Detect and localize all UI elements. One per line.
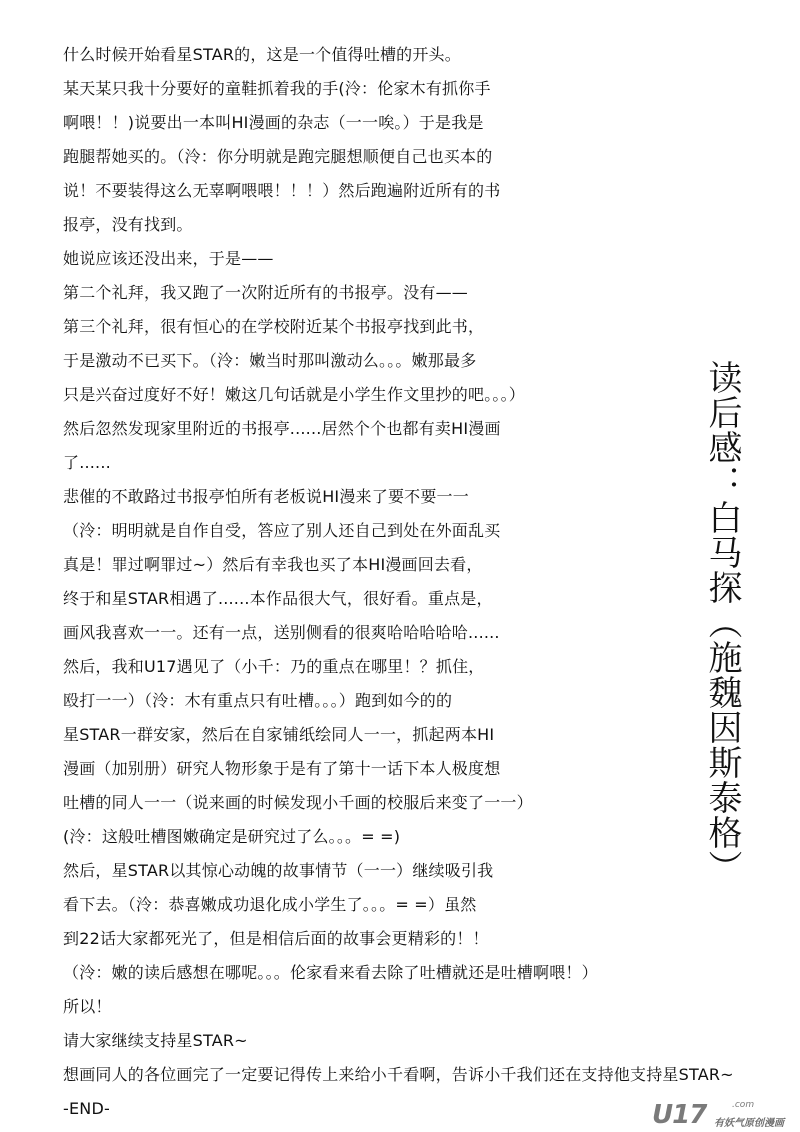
text-line: 某天某只我十分要好的童鞋抓着我的手(泠：伦家木有抓你手 xyxy=(63,79,491,98)
text-line: (泠：这般吐槽图嫩确定是研究过了么。。。= =) xyxy=(63,827,401,846)
text-line: （泠：明明就是自作自受，答应了别人还自己到处在外面乱买 xyxy=(63,521,501,540)
watermark-domain: .com xyxy=(732,1100,755,1110)
body-text xyxy=(63,38,763,1126)
text-line: 悲催的不敢路过书报亭怕所有老板说HI漫来了要不要一一 xyxy=(63,487,469,506)
text-line: 殴打一一）（泠：木有重点只有吐槽。。。）跑到如今的的 xyxy=(63,691,453,710)
text-line: 跑腿帮她买的。（泠：你分明就是跑完腿想顺便自己也买本的 xyxy=(63,147,493,166)
text-line: 第三个礼拜，很有恒心的在学校附近某个书报亭找到此书， xyxy=(63,317,485,336)
text-line: 了...... xyxy=(63,453,111,472)
text-line: 漫画（加别册）研究人物形象于是有了第十一话下本人极度想 xyxy=(63,759,501,778)
text-line: 想画同人的各位画完了一定要记得传上来给小千看啊，告诉小千我们还在支持他支持星STAR~ xyxy=(63,1065,734,1084)
text-line: 然后，星STAR以其惊心动魄的故事情节（一一）继续吸引我 xyxy=(63,861,494,880)
text-line: 请大家继续支持星STAR~ xyxy=(63,1031,248,1050)
text-line: 她说应该还没出来，于是—— xyxy=(63,249,274,268)
text-line: 吐槽的同人一一（说来画的时候发现小千画的校服后来变了一一） xyxy=(63,793,533,812)
text-line: 到22话大家都死光了，但是相信后面的故事会更精彩的！！ xyxy=(63,929,489,948)
text-line: 报亭，没有找到。 xyxy=(63,215,193,234)
text-line: 然后忽然发现家里附近的书报亭......居然个个也都有卖HI漫画 xyxy=(63,419,501,438)
text-line: （泠：嫩的读后感想在哪呢。。。伦家看来看去除了吐槽就还是吐槽啊喂！） xyxy=(63,963,598,982)
end-mark: -END- xyxy=(63,1099,110,1118)
text-line: 什么时候开始看星STAR的，这是一个值得吐槽的开头。 xyxy=(63,45,461,64)
text-line: 真是！罪过啊罪过~）然后有幸我也买了本HI漫画回去看， xyxy=(63,555,483,574)
text-line: 星STAR一群安家，然后在自家铺纸绘同人一一，抓起两本HI xyxy=(63,725,495,744)
text-line: 看下去。（泠：恭喜嫩成功退化成小学生了。。。= =）虽然 xyxy=(63,895,477,914)
text-line: 终于和星STAR相遇了......本作品很大气，很好看。重点是， xyxy=(63,589,493,608)
text-line: 于是激动不已买下。（泠：嫩当时那叫激动么。。。嫩那最多 xyxy=(63,351,477,370)
text-line: 说！不要装得这么无辜啊喂喂！！！）然后跑遍附近所有的书 xyxy=(63,181,501,200)
text-line: 画风我喜欢一一。还有一点，送别侧看的很爽哈哈哈哈哈...... xyxy=(63,623,500,642)
text-line: 只是兴奋过度好不好！嫩这几句话就是小学生作文里抄的吧。。。） xyxy=(63,385,526,404)
site-watermark xyxy=(652,1100,792,1130)
text-line: 所以！ xyxy=(63,997,112,1016)
text-line: 然后，我和U17遇见了（小千：乃的重点在哪里！？抓住， xyxy=(63,657,485,676)
watermark-logo: U17 xyxy=(652,1100,707,1130)
text-line: 啊喂！！)说要出一本叫HI漫画的杂志（一一唉。）于是我是 xyxy=(63,113,484,132)
text-line: 第二个礼拜，我又跑了一次附近所有的书报亭。没有—— xyxy=(63,283,469,302)
watermark-slogan: 有妖气原创漫画 xyxy=(714,1118,784,1129)
vertical-title: 读后感：白马探（施魏因斯泰格） xyxy=(702,360,742,885)
